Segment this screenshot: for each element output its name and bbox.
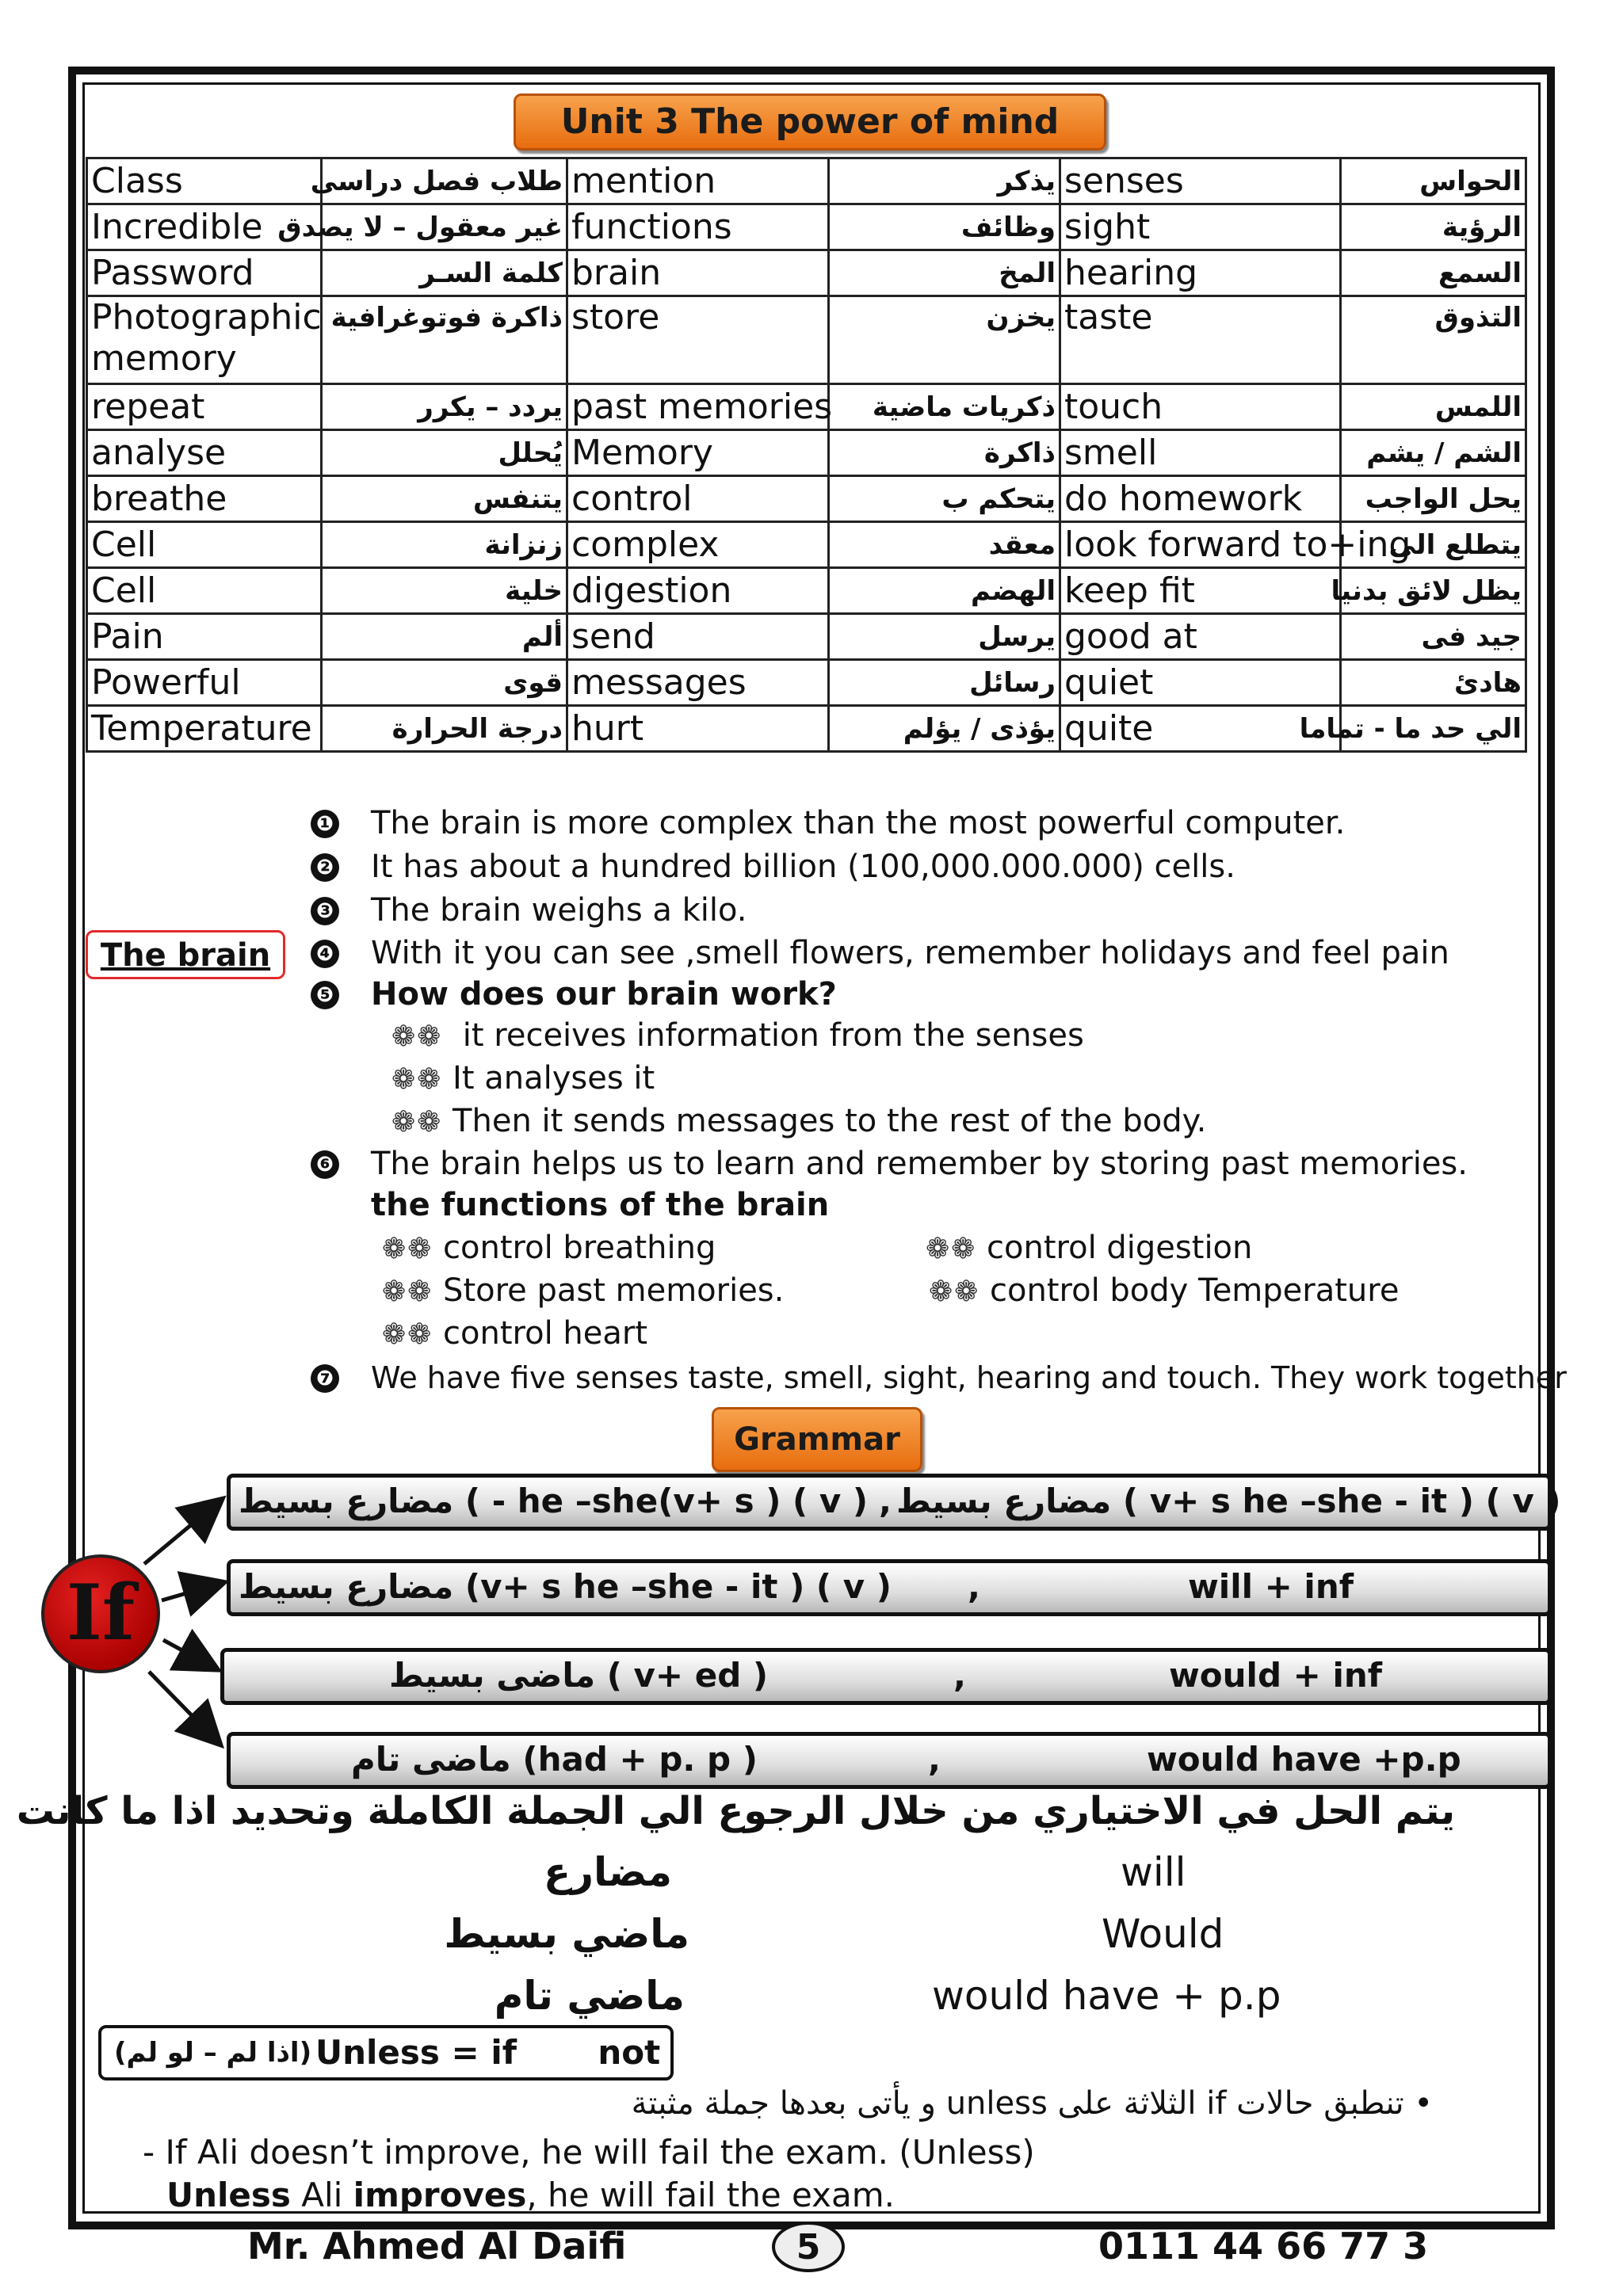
vocab-english: Class bbox=[87, 158, 322, 204]
vocab-english: smell bbox=[1060, 430, 1341, 476]
vocab-arabic: يذكر bbox=[829, 158, 1060, 204]
vocab-arabic: ذكريات ماضية bbox=[829, 384, 1060, 430]
vocab-arabic: الحواس bbox=[1341, 158, 1526, 204]
function-item: ❁❁ control heart bbox=[382, 1315, 648, 1352]
conditional-type-two: ( v+ ed ) ماضى بسيط , would + inf bbox=[220, 1648, 1552, 1705]
choice-note: يتم الحل في الاختياري من خلال الرجوع الي الجملة الكاملة وتحديد اذا ما كانت bbox=[16, 1789, 1455, 1833]
vocab-arabic: كلمة السـر bbox=[322, 250, 567, 296]
bullet-number: ❺ bbox=[311, 981, 339, 1009]
vocab-english: Password bbox=[87, 250, 322, 296]
vocab-arabic: يُحلل bbox=[322, 430, 567, 476]
vocab-english: do homework bbox=[1060, 476, 1341, 522]
vocab-arabic: خلية bbox=[322, 568, 567, 614]
example-question: - If Ali doesn’t improve, he will fail the exam. (Unless) bbox=[143, 2133, 1035, 2172]
vocab-english: senses bbox=[1060, 158, 1341, 204]
fact-line: With it you can see ,smell flowers, remember holidays and feel pain bbox=[371, 935, 1449, 971]
vocab-english: mention bbox=[567, 158, 829, 204]
function-item: ❁❁ control body Temperature bbox=[929, 1272, 1400, 1309]
fact-line: The brain is more complex than the most powerful computer. bbox=[371, 805, 1346, 841]
vocab-english: Cell bbox=[87, 568, 322, 614]
tense-english: Would bbox=[1102, 1911, 1224, 1957]
tense-arabic: ماضي تام bbox=[494, 1973, 685, 2019]
vocab-arabic: يحل الواجب bbox=[1341, 476, 1526, 522]
flower-icon: ❁❁ bbox=[382, 1233, 433, 1265]
vocab-english: repeat bbox=[87, 384, 322, 430]
vocab-arabic: جيد فى bbox=[1341, 614, 1526, 660]
unit-title: Unit 3 The power of mind bbox=[514, 93, 1106, 151]
vocab-arabic: درجة الحرارة bbox=[322, 706, 567, 752]
vocab-english: complex bbox=[567, 522, 829, 568]
vocab-english: Pain bbox=[87, 614, 322, 660]
vocab-arabic: الهضم bbox=[829, 568, 1060, 614]
vocab-arabic: يتحكم ب bbox=[829, 476, 1060, 522]
vocab-arabic: يؤذى / يؤلم bbox=[829, 706, 1060, 752]
fact-line: The brain weighs a kilo. bbox=[371, 892, 747, 929]
flower-icon: ❁❁ bbox=[382, 1318, 433, 1351]
vocab-english: Cell bbox=[87, 522, 322, 568]
vocab-english: analyse bbox=[87, 430, 322, 476]
vocab-arabic: وظائف bbox=[829, 204, 1060, 250]
tense-english: would have + p.p bbox=[932, 1973, 1281, 2019]
vocab-arabic: يتنفس bbox=[322, 476, 567, 522]
vocab-arabic: التذوق bbox=[1341, 296, 1526, 384]
vocab-english: Photographic memory bbox=[87, 296, 322, 384]
vocab-english: Memory bbox=[567, 430, 829, 476]
arrow-line bbox=[163, 1640, 216, 1669]
flower-icon: ❁❁ bbox=[382, 1276, 433, 1308]
function-item: ❁❁ Store past memories. bbox=[382, 1272, 785, 1309]
vocab-english: hearing bbox=[1060, 250, 1341, 296]
vocab-arabic: ألم bbox=[322, 614, 567, 660]
sub-point: ❁❁ it receives information from the senses bbox=[391, 1017, 1084, 1054]
vocab-english: store bbox=[567, 296, 829, 384]
conditional-type-three: ( had + p. p) ماضى تام , would have +p.p bbox=[227, 1732, 1552, 1789]
vocab-english: Incredible bbox=[87, 204, 322, 250]
vocab-english: breathe bbox=[87, 476, 322, 522]
vocab-arabic: الرؤية bbox=[1341, 204, 1526, 250]
vocab-arabic: يظل لائق بدنيا bbox=[1341, 568, 1526, 614]
vocab-english: quiet bbox=[1060, 660, 1341, 706]
tense-arabic: ماضي بسيط bbox=[444, 1911, 689, 1957]
tense-english: will bbox=[1121, 1849, 1186, 1895]
vocab-arabic: قوى bbox=[322, 660, 567, 706]
vocab-arabic: رسائل bbox=[829, 660, 1060, 706]
sub-point: ❁❁ It analyses it bbox=[391, 1060, 655, 1097]
vocab-english: Temperature bbox=[87, 706, 322, 752]
vocab-arabic: ذاكرة فوتوغرافية bbox=[322, 296, 567, 384]
arrow-line bbox=[162, 1583, 222, 1600]
vocab-english: send bbox=[567, 614, 829, 660]
flower-icon: ❁❁ bbox=[391, 1063, 443, 1096]
arrow-line bbox=[149, 1672, 219, 1743]
unless-rule-box: (اذا لم – لو لم) Unless = if not bbox=[98, 2025, 674, 2081]
vocab-arabic: زنزانة bbox=[322, 522, 567, 568]
functions-heading: the functions of the brain bbox=[371, 1187, 830, 1223]
function-item: ❁❁ control breathing bbox=[382, 1230, 716, 1266]
vocab-english: functions bbox=[567, 204, 829, 250]
if-badge: If bbox=[41, 1554, 160, 1673]
vocab-english: touch bbox=[1060, 384, 1341, 430]
flower-icon: ❁❁ bbox=[929, 1276, 980, 1308]
unless-note: • تنطبق حالات if الثلاثة على unless و يأتى بعدها جملة مثبتة bbox=[631, 2085, 1433, 2122]
conditional-type-zero: ( v ) ( v+ s)he –she - ) مضارع بسيط , ( v ) ( v+ s he –she - it ) مضارع بسيط bbox=[227, 1474, 1552, 1531]
question-heading: How does our brain work? bbox=[371, 976, 837, 1013]
tense-arabic: مضارع bbox=[544, 1849, 672, 1895]
vocab-english: good at bbox=[1060, 614, 1341, 660]
vocab-arabic: المخ bbox=[829, 250, 1060, 296]
vocab-english: control bbox=[567, 476, 829, 522]
vocab-arabic: يرسل bbox=[829, 614, 1060, 660]
page-number: 5 bbox=[772, 2222, 845, 2272]
vocab-english: quite bbox=[1060, 706, 1341, 752]
fact-line: We have five senses taste, smell, sight, hearing and touch. They work together bbox=[371, 1360, 1567, 1395]
vocab-arabic: ذاكرة bbox=[829, 430, 1060, 476]
author-name: Mr. Ahmed Al Daifi bbox=[247, 2225, 627, 2267]
vocab-arabic: طلاب فصل دراسى bbox=[322, 158, 567, 204]
flower-icon: ❁❁ bbox=[391, 1106, 443, 1138]
vocab-arabic: الشم / يشم bbox=[1341, 430, 1526, 476]
flower-icon: ❁❁ bbox=[926, 1233, 977, 1265]
vocab-arabic: معقد bbox=[829, 522, 1060, 568]
bullet-number: ❷ bbox=[311, 853, 339, 882]
vocab-arabic: اللمس bbox=[1341, 384, 1526, 430]
vocab-arabic: يخزن bbox=[829, 296, 1060, 384]
grammar-title: Grammar bbox=[712, 1407, 922, 1472]
vocab-english: messages bbox=[567, 660, 829, 706]
vocab-english: look forward to+ing bbox=[1060, 522, 1341, 568]
phone-number: 0111 44 66 77 3 bbox=[1098, 2225, 1429, 2267]
sub-point: ❁❁ Then it sends messages to the rest of the body. bbox=[391, 1103, 1207, 1139]
bullet-number: ❸ bbox=[311, 897, 339, 925]
bullet-number: ❻ bbox=[311, 1150, 339, 1179]
vocab-arabic: يتطلع الى bbox=[1341, 522, 1526, 568]
vocab-arabic: يردد – يكرر bbox=[322, 384, 567, 430]
vocab-english: digestion bbox=[567, 568, 829, 614]
bullet-number: ❶ bbox=[311, 810, 339, 838]
vocab-arabic: هادئ bbox=[1341, 660, 1526, 706]
vocab-english: brain bbox=[567, 250, 829, 296]
function-item: ❁❁ control digestion bbox=[926, 1230, 1253, 1266]
section-label-brain: The brain bbox=[86, 930, 285, 979]
vocab-english: sight bbox=[1060, 204, 1341, 250]
bullet-number: ❹ bbox=[311, 940, 339, 968]
bullet-number: ❼ bbox=[311, 1364, 339, 1393]
vocab-english: past memories bbox=[567, 384, 829, 430]
vocab-english: keep fit bbox=[1060, 568, 1341, 614]
vocab-arabic: غير معقول – لا يصدق bbox=[322, 204, 567, 250]
vocab-english: Powerful bbox=[87, 660, 322, 706]
vocab-english: hurt bbox=[567, 706, 829, 752]
fact-line: The brain helps us to learn and remember by storing past memories. bbox=[371, 1146, 1468, 1182]
example-answer: Unless Ali improves, he will fail the exam. bbox=[166, 2176, 895, 2214]
vocab-english: taste bbox=[1060, 296, 1341, 384]
conditional-type-one: ( v ) ( v+ s he –she - it) مضارع بسيط , will + inf bbox=[227, 1559, 1552, 1616]
vocab-arabic: الي حد ما - تماما bbox=[1341, 706, 1526, 752]
fact-line: It has about a hundred billion (100,000.000.000) cells. bbox=[371, 849, 1235, 885]
arrow-line bbox=[144, 1501, 220, 1564]
vocab-arabic: السمع bbox=[1341, 250, 1526, 296]
flower-icon: ❁❁ bbox=[391, 1020, 443, 1053]
